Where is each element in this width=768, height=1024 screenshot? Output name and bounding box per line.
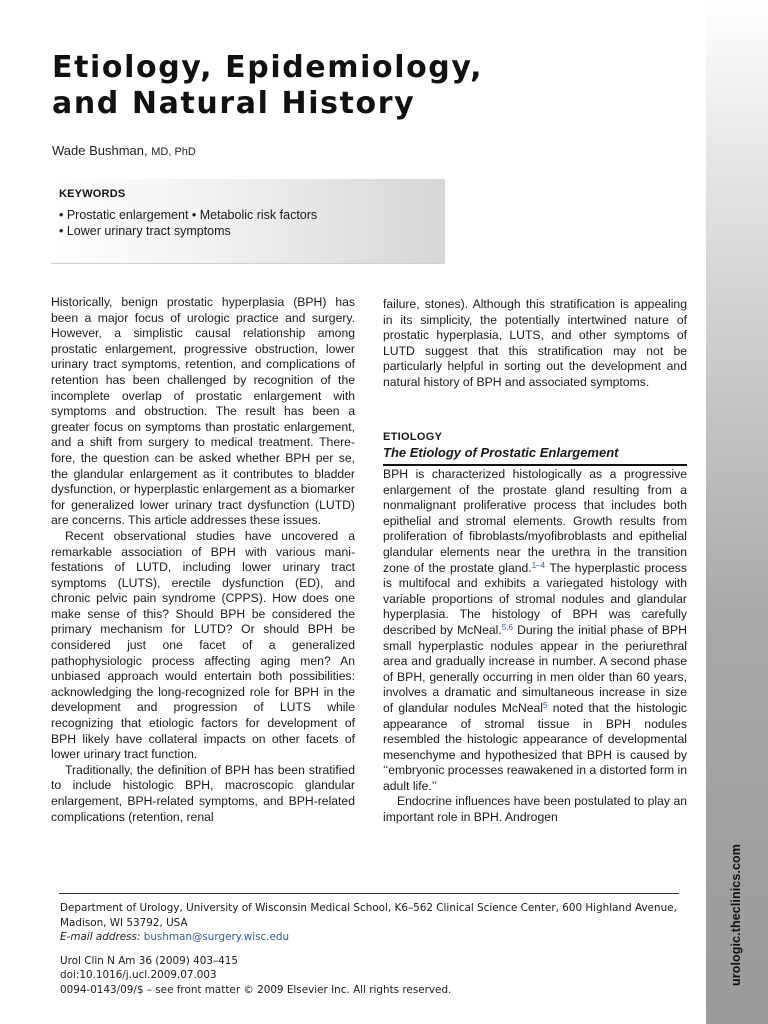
section-label: ETIOLOGY (383, 431, 443, 443)
footer (60, 901, 700, 998)
reference-link[interactable]: 1–4 (531, 560, 546, 570)
article-title (52, 50, 483, 122)
keywords-heading: KEYWORDS (59, 188, 126, 200)
email-link[interactable]: bushman@surgery.wisc.edu (143, 931, 290, 944)
doi: doi:10.1016/j.ucl.2009.07.003 (60, 969, 217, 982)
title-line-2: and Natural History (52, 86, 416, 121)
journal-url: urologic.theclinics.com (729, 844, 743, 986)
paragraph-traditional: Traditionally, the definition of BPH has been stratified to include histologic BPH, macroscopic glandular enlargement, BPH-related symptoms, and BPH-related complications (retention, renal (51, 762, 355, 824)
etiology-text-b: The hyperplastic process is multifocal and exhibits a variegated histology with variable proportions of stromal nodules and glandular hyperplasia. The histology of BPH was carefully described by McNeal. (383, 560, 687, 637)
reference-link[interactable]: 5,6 (501, 622, 513, 632)
body-column-right-bottom (383, 467, 687, 826)
section-title: The Etiology of Prostatic Enlargement (383, 444, 687, 466)
paragraph-etiology (383, 467, 687, 794)
title-line-1: Etiology, Epidemiology, (52, 50, 484, 85)
author-line (52, 143, 196, 158)
keywords-box (51, 179, 445, 264)
paragraph-intro: Historically, benign prostatic hyperplasia (BPH) has been a major focus of urologic practice and surgery. However, a simplistic causal relationship among prostatic enlargement, progressive obstruction, lower urinary tract symptoms, retention, and complications of retention has been challenged by recognition of the incomplete overlap of prostatic enlargement with symptoms and obstruction. The result has been a greater focus on symptoms than prostatic enlargement, and a shift from surgery to medical treatment. Therefore, the question can be asked whether BPH per se, the glandular enlargement as it contributes to bladder dysfunction, or hyperplastic enlargement as a biomarker for generalized lower urinary tract dysfunction (LUTD) are concerns. This article addresses these issues. (51, 295, 355, 528)
footer-divider (59, 893, 679, 894)
author-name: Wade Bushman, (52, 143, 148, 158)
affiliation: Department of Urology, University of Wisconsin Medical School, K6–562 Clinical Science Center, 600 Highland Avenue, Madison, WI 53792, USA (60, 902, 677, 929)
keywords-line-1: • Prostatic enlargement • Metabolic risk factors (59, 208, 318, 222)
keywords-line-2: • Lower urinary tract symptoms (59, 224, 231, 238)
section-heading (383, 430, 687, 466)
email-label: E-mail address: (60, 931, 141, 944)
email-line (60, 930, 700, 945)
paragraph-observational: Recent observational studies have uncovered a remarkable association of BPH with various manifestations of LUTD, including lower urinary tract symptoms (LUTS), erectile dysfunction (ED), and chronic pelvic pain syndrome (CPPS). How does one make sense of this? Should BPH be considered the primary mechanism for LUTD? Or should BPH be considered just one facet of a generalized pathophysiologic process affecting aging men? An unbiased approach would entertain both possibilities: acknowledging the long-recognized role for BPH in the development and progression of LUTS while recognizing that etiologic factors for development of BPH likely have collateral impacts on other facets of lower urinary tract function. (51, 528, 355, 762)
body-column-right-top (383, 297, 687, 391)
etiology-text-a: BPH is characterized histologically as a progressive enlargement of the prostate gland resulting from a nonmalignant proliferative process that includes both epithelial and stromal elements. Growth results from proliferation of fibroblasts/myofibroblasts and epithelial glandular elements near the urethra in the transition zone of the prostate gland. (383, 467, 687, 575)
author-degrees: MD, PhD (151, 146, 196, 158)
body-column-left (51, 295, 355, 825)
etiology-text-d: noted that the histologic appearance of stromal tissue in BPH nodules resembled the histologic appearance of developmental mesenchyme and hypothesized that BPH is caused by ‘‘embryonic processes reawakened in a distorted form in adult life.’’ (383, 700, 688, 793)
paragraph-stratification: failure, stones). Although this stratification is appealing in its simplicity, the potentially intertwined nature of prostatic hyperplasia, LUTS, and other symptoms of LUTD suggest that this stratification may not be particularly helpful in sorting out the development and natural history of BPH and associated symptoms. (383, 297, 687, 389)
etiology-text-c: During the initial phase of BPH small hyperplastic nodules appear in the periurethral area and gradually increase in number. A second phase of BPH, generally occurring in men older than 60 years, involves a dramatic and simultaneous increase in size of glandular nodules McNeal (383, 622, 687, 715)
citation: Urol Clin N Am 36 (2009) 403–415 (60, 954, 238, 967)
reference-link[interactable]: 5 (543, 700, 548, 710)
paragraph-endocrine: Endocrine influences have been postulated to play an important role in BPH. Androgen (383, 794, 687, 825)
issn-copyright: 0094-0143/09/$ – see front matter © 2009 Elsevier Inc. All rights reserved. (60, 983, 452, 996)
